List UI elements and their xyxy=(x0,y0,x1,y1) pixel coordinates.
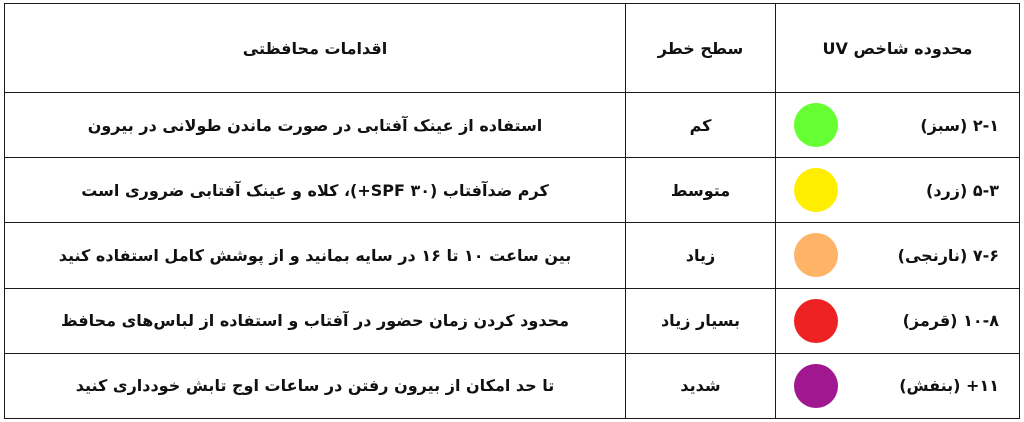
table-row xyxy=(5,93,1020,158)
header-level: سطح خطر xyxy=(626,4,776,93)
table-row xyxy=(5,288,1020,353)
range-label: ۱۱+ (بنفش) xyxy=(899,376,999,396)
range-cell xyxy=(776,353,1020,418)
risk-level-cell: کم xyxy=(626,93,776,158)
protective-action-cell xyxy=(5,223,626,288)
risk-level-cell: شدید xyxy=(626,353,776,418)
protective-action-text: تا حد امکان از بیرون رفتن در ساعات اوج تابش خودداری کنید xyxy=(75,376,555,396)
color-dot-icon xyxy=(794,364,838,408)
protective-action-text: بین ساعت ۱۰ تا ۱۶ در سایه بمانید و از پوشش کامل استفاده کنید xyxy=(58,245,572,265)
range-label: ۲-۱ (سبز) xyxy=(920,115,999,135)
range-cell xyxy=(776,223,1020,288)
protective-action-cell xyxy=(5,353,626,418)
table-row xyxy=(5,158,1020,223)
risk-level-cell: زیاد xyxy=(626,223,776,288)
protective-action-cell xyxy=(5,93,626,158)
protective-action-cell xyxy=(5,158,626,223)
protective-action-text: استفاده از عینک آفتابی در صورت ماندن طولانی در بیرون xyxy=(87,115,543,135)
risk-level-cell: بسیار زیاد xyxy=(626,288,776,353)
range-cell xyxy=(776,288,1020,353)
range-label: ۷-۶ (نارنجی) xyxy=(897,245,999,265)
table-row xyxy=(5,223,1020,288)
protective-action-text: کرم ضدآفتاب (SPF ۳۰+)، کلاه و عینک آفتابی ضروری است xyxy=(81,180,549,200)
color-dot-icon xyxy=(794,233,838,277)
color-dot-icon xyxy=(794,168,838,212)
protective-action-cell xyxy=(5,288,626,353)
range-label: ۱۰-۸ (قرمز) xyxy=(902,311,999,331)
header-row xyxy=(5,4,1020,93)
color-dot-icon xyxy=(794,103,838,147)
header-action: اقدامات محافظتی xyxy=(5,4,626,93)
color-dot-icon xyxy=(794,299,838,343)
range-label: ۵-۳ (زرد) xyxy=(926,180,999,200)
uv-index-table xyxy=(4,3,1020,419)
range-cell xyxy=(776,93,1020,158)
table-row xyxy=(5,353,1020,418)
range-cell xyxy=(776,158,1020,223)
risk-level-cell: متوسط xyxy=(626,158,776,223)
protective-action-text: محدود کردن زمان حضور در آفتاب و استفاده از لباس‌های محافظ xyxy=(61,311,569,331)
header-range: محدوده شاخص UV xyxy=(776,4,1020,93)
